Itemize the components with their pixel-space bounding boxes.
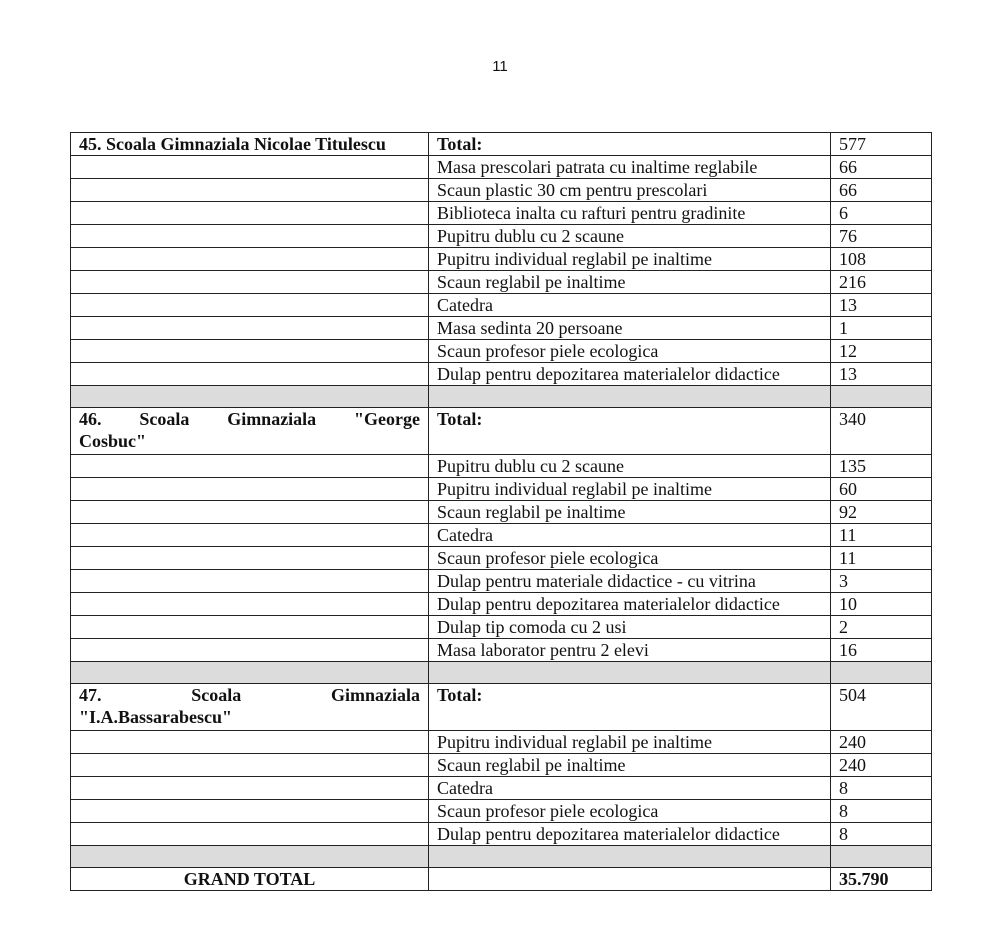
item-quantity: 108	[831, 248, 932, 271]
section-header-row	[71, 133, 932, 156]
total-value: 504	[831, 684, 932, 731]
table-row	[71, 156, 932, 179]
item-quantity: 216	[831, 271, 932, 294]
item-quantity: 11	[831, 547, 932, 570]
empty-cell	[71, 547, 429, 570]
empty-cell	[71, 823, 429, 846]
item-quantity: 12	[831, 340, 932, 363]
empty-cell	[71, 248, 429, 271]
table-row	[71, 271, 932, 294]
item-name: Scaun profesor piele ecologica	[429, 800, 831, 823]
equipment-table	[70, 132, 932, 891]
table-row	[71, 616, 932, 639]
item-name: Pupitru individual reglabil pe inaltime	[429, 248, 831, 271]
school-name-cell	[71, 408, 429, 455]
item-name: Masa sedinta 20 persoane	[429, 317, 831, 340]
empty-cell	[429, 386, 831, 408]
school-name-cell	[71, 133, 429, 156]
table-row	[71, 823, 932, 846]
empty-cell	[831, 846, 932, 868]
table-row	[71, 501, 932, 524]
table-row	[71, 570, 932, 593]
empty-cell	[71, 524, 429, 547]
empty-cell	[71, 846, 429, 868]
separator-row	[71, 846, 932, 868]
empty-cell	[71, 225, 429, 248]
item-quantity: 10	[831, 593, 932, 616]
item-name: Dulap pentru depozitarea materialelor didactice	[429, 823, 831, 846]
item-name: Scaun reglabil pe inaltime	[429, 501, 831, 524]
item-quantity: 11	[831, 524, 932, 547]
empty-cell	[71, 294, 429, 317]
item-quantity: 92	[831, 501, 932, 524]
total-value: 340	[831, 408, 932, 455]
item-name: Dulap tip comoda cu 2 usi	[429, 616, 831, 639]
table-row	[71, 294, 932, 317]
page-number: 11	[492, 58, 508, 75]
section-header-row	[71, 408, 932, 455]
table-row	[71, 524, 932, 547]
table-row	[71, 593, 932, 616]
item-quantity: 66	[831, 156, 932, 179]
item-quantity: 240	[831, 754, 932, 777]
item-name: Pupitru dublu cu 2 scaune	[429, 225, 831, 248]
table-row	[71, 547, 932, 570]
empty-cell	[71, 386, 429, 408]
item-name: Pupitru individual reglabil pe inaltime	[429, 478, 831, 501]
grand-total-label: GRAND TOTAL	[71, 868, 429, 891]
item-quantity: 135	[831, 455, 932, 478]
empty-cell	[71, 501, 429, 524]
item-name: Dulap pentru depozitarea materialelor didactice	[429, 363, 831, 386]
item-quantity: 8	[831, 777, 932, 800]
grand-total-value: 35.790	[831, 868, 932, 891]
table-row	[71, 340, 932, 363]
total-label: Total:	[429, 408, 831, 455]
total-label: Total:	[429, 133, 831, 156]
empty-cell	[71, 363, 429, 386]
table-row	[71, 731, 932, 754]
table-row	[71, 225, 932, 248]
empty-cell	[71, 156, 429, 179]
grand-total-row	[71, 868, 932, 891]
empty-cell	[71, 616, 429, 639]
total-label: Total:	[429, 684, 831, 731]
item-quantity: 66	[831, 179, 932, 202]
empty-cell	[71, 570, 429, 593]
item-quantity: 13	[831, 363, 932, 386]
item-name: Scaun reglabil pe inaltime	[429, 754, 831, 777]
empty-cell	[71, 317, 429, 340]
school-name-line1: 47. Scoala Gimnaziala	[79, 685, 420, 705]
school-name-line2: "I.A.Bassarabescu"	[79, 707, 232, 727]
item-quantity: 8	[831, 800, 932, 823]
table-row	[71, 639, 932, 662]
table-row	[71, 363, 932, 386]
item-name: Scaun plastic 30 cm pentru prescolari	[429, 179, 831, 202]
empty-cell	[71, 478, 429, 501]
item-quantity: 8	[831, 823, 932, 846]
empty-cell	[71, 593, 429, 616]
item-name: Scaun reglabil pe inaltime	[429, 271, 831, 294]
empty-cell	[71, 340, 429, 363]
item-quantity: 3	[831, 570, 932, 593]
item-name: Catedra	[429, 777, 831, 800]
table-row	[71, 455, 932, 478]
table-row	[71, 317, 932, 340]
school-name-line1: 46. Scoala Gimnaziala "George	[79, 409, 420, 429]
table-row	[71, 777, 932, 800]
empty-cell	[71, 800, 429, 823]
table-row	[71, 179, 932, 202]
item-quantity: 2	[831, 616, 932, 639]
empty-cell	[831, 662, 932, 684]
empty-cell	[71, 731, 429, 754]
empty-cell	[429, 662, 831, 684]
item-quantity: 240	[831, 731, 932, 754]
item-name: Pupitru dublu cu 2 scaune	[429, 455, 831, 478]
empty-cell	[429, 846, 831, 868]
item-name: Pupitru individual reglabil pe inaltime	[429, 731, 831, 754]
item-name: Scaun profesor piele ecologica	[429, 547, 831, 570]
item-quantity: 13	[831, 294, 932, 317]
section-header-row	[71, 684, 932, 731]
item-quantity: 1	[831, 317, 932, 340]
school-name-cell	[71, 684, 429, 731]
empty-cell	[71, 777, 429, 800]
empty-cell	[71, 271, 429, 294]
item-name: Dulap pentru depozitarea materialelor didactice	[429, 593, 831, 616]
empty-cell	[71, 202, 429, 225]
empty-cell	[71, 455, 429, 478]
item-name: Masa prescolari patrata cu inaltime reglabile	[429, 156, 831, 179]
item-quantity: 76	[831, 225, 932, 248]
separator-row	[71, 662, 932, 684]
item-quantity: 60	[831, 478, 932, 501]
empty-cell	[71, 639, 429, 662]
empty-cell	[71, 754, 429, 777]
table-row	[71, 800, 932, 823]
item-name: Catedra	[429, 294, 831, 317]
separator-row	[71, 386, 932, 408]
item-name: Masa laborator pentru 2 elevi	[429, 639, 831, 662]
table-row	[71, 478, 932, 501]
item-quantity: 16	[831, 639, 932, 662]
item-name: Catedra	[429, 524, 831, 547]
table-row	[71, 202, 932, 225]
total-value: 577	[831, 133, 932, 156]
item-name: Dulap pentru materiale didactice - cu vitrina	[429, 570, 831, 593]
school-name-line2: Cosbuc"	[79, 431, 147, 451]
item-name: Scaun profesor piele ecologica	[429, 340, 831, 363]
empty-cell	[71, 179, 429, 202]
empty-cell	[71, 662, 429, 684]
school-name-line1: 45. Scoala Gimnaziala Nicolae Titulescu	[79, 134, 386, 154]
table-row	[71, 754, 932, 777]
item-quantity: 6	[831, 202, 932, 225]
item-name: Biblioteca inalta cu rafturi pentru gradinite	[429, 202, 831, 225]
empty-cell	[429, 868, 831, 891]
empty-cell	[831, 386, 932, 408]
table-row	[71, 248, 932, 271]
